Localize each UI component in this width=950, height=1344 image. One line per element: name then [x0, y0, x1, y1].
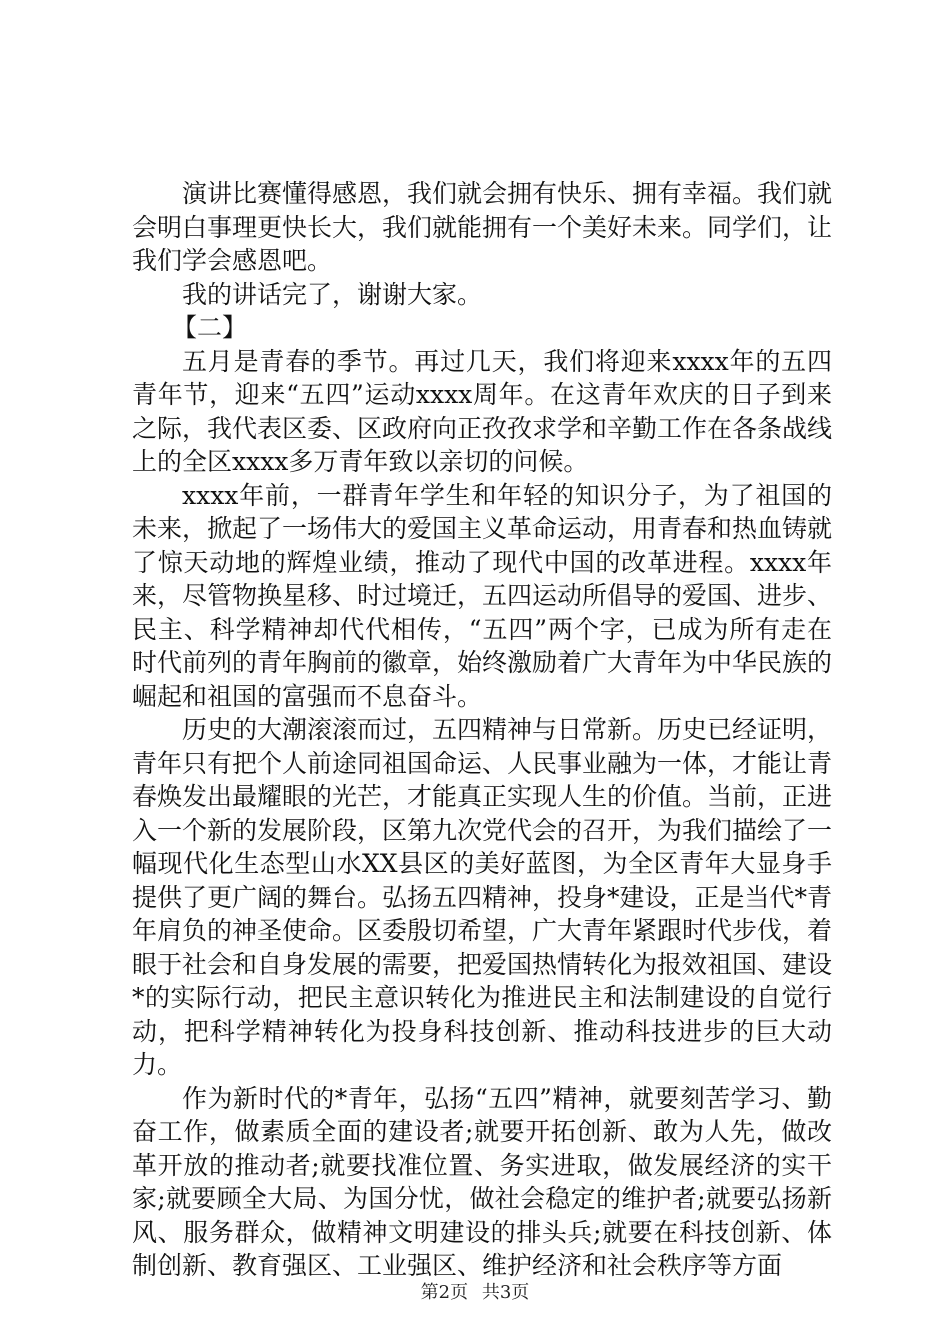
page-number: 第2页 [420, 1282, 469, 1303]
paragraph-history-movement: xxxx年前，一群青年学生和年轻的知识分子，为了祖国的未来，掀起了一场伟大的爱国主义革命运动，用青春和热血铸就了惊天动地的辉煌业绩，推动了现代中国的改革进程。xxxx年来，尽管物换星移、时过境迁，五四运动所倡导的爱国、进步、民主、科学精神却代代相传，“五四”两个字，已成为所有走在时代前列的青年胸前的徽章，始终激励着广大青年为中华民族的崛起和祖国的富强而不息奋斗。 [132, 480, 833, 711]
document-body [132, 177, 832, 1283]
paragraph-new-era-youth: 作为新时代的*青年，弘扬“五四”精神，就要刻苦学习、勤奋工作，做素质全面的建设者;就要开拓创新、敢为人先，做改革开放的推动者;就要找准位置、务实进取，做发展经济的实干家;就要顾全大局、为国分忧，做社会稳定的维护者;就要弘扬新风、服务群众，做精神文明建设的排头兵;就要在科技创新、体制创新、教育强区、工业强区、维护经济和社会秩序等方面 [132, 1083, 832, 1280]
paragraph-history-tide: 历史的大潮滚滚而过，五四精神与日常新。历史已经证明，青年只有把个人前途同祖国命运、人民事业融为一体，才能让青春焕发出最耀眼的光芒，才能真正实现人生的价值。当前，正进入一个新的发展阶段，区第九次党代会的召开，为我们描绘了一幅现代化生态型山水XX县区的美好蓝图，为全区青年大显身手提供了更广阔的舞台。弘扬五四精神，投身*建设，正是当代*青年肩负的神圣使命。区委殷切希望，广大青年紧跟时代步伐，着眼于社会和自身发展的需要，把爱国热情转化为报效祖国、建设*的实际行动，把民主意识转化为推进民主和法制建设的自觉行动，把科学精神转化为投身科技创新、推动科技进步的巨大动力。 [132, 715, 833, 1079]
paragraph-may-youth: 五月是青春的季节。再过几天，我们将迎来xxxx年的五四青年节，迎来“五四”运动xxxx周年。在这青年欢庆的日子到来之际，我代表区委、区政府向正孜孜求学和辛勤工作在各条战线上的全区xxxx多万青年致以亲切的问候。 [132, 346, 833, 476]
page-total: 共3页 [481, 1282, 530, 1303]
section-heading: 【二】 [172, 313, 248, 342]
paragraph-gratitude-closing: 演讲比赛懂得感恩，我们就会拥有快乐、拥有幸福。我们就会明白事理更快长大，我们就能拥有一个美好未来。同学们，让我们学会感恩吧。 [132, 179, 833, 275]
page-footer [0, 1278, 950, 1304]
paragraph-thanks: 我的讲话完了，谢谢大家。 [182, 279, 483, 309]
